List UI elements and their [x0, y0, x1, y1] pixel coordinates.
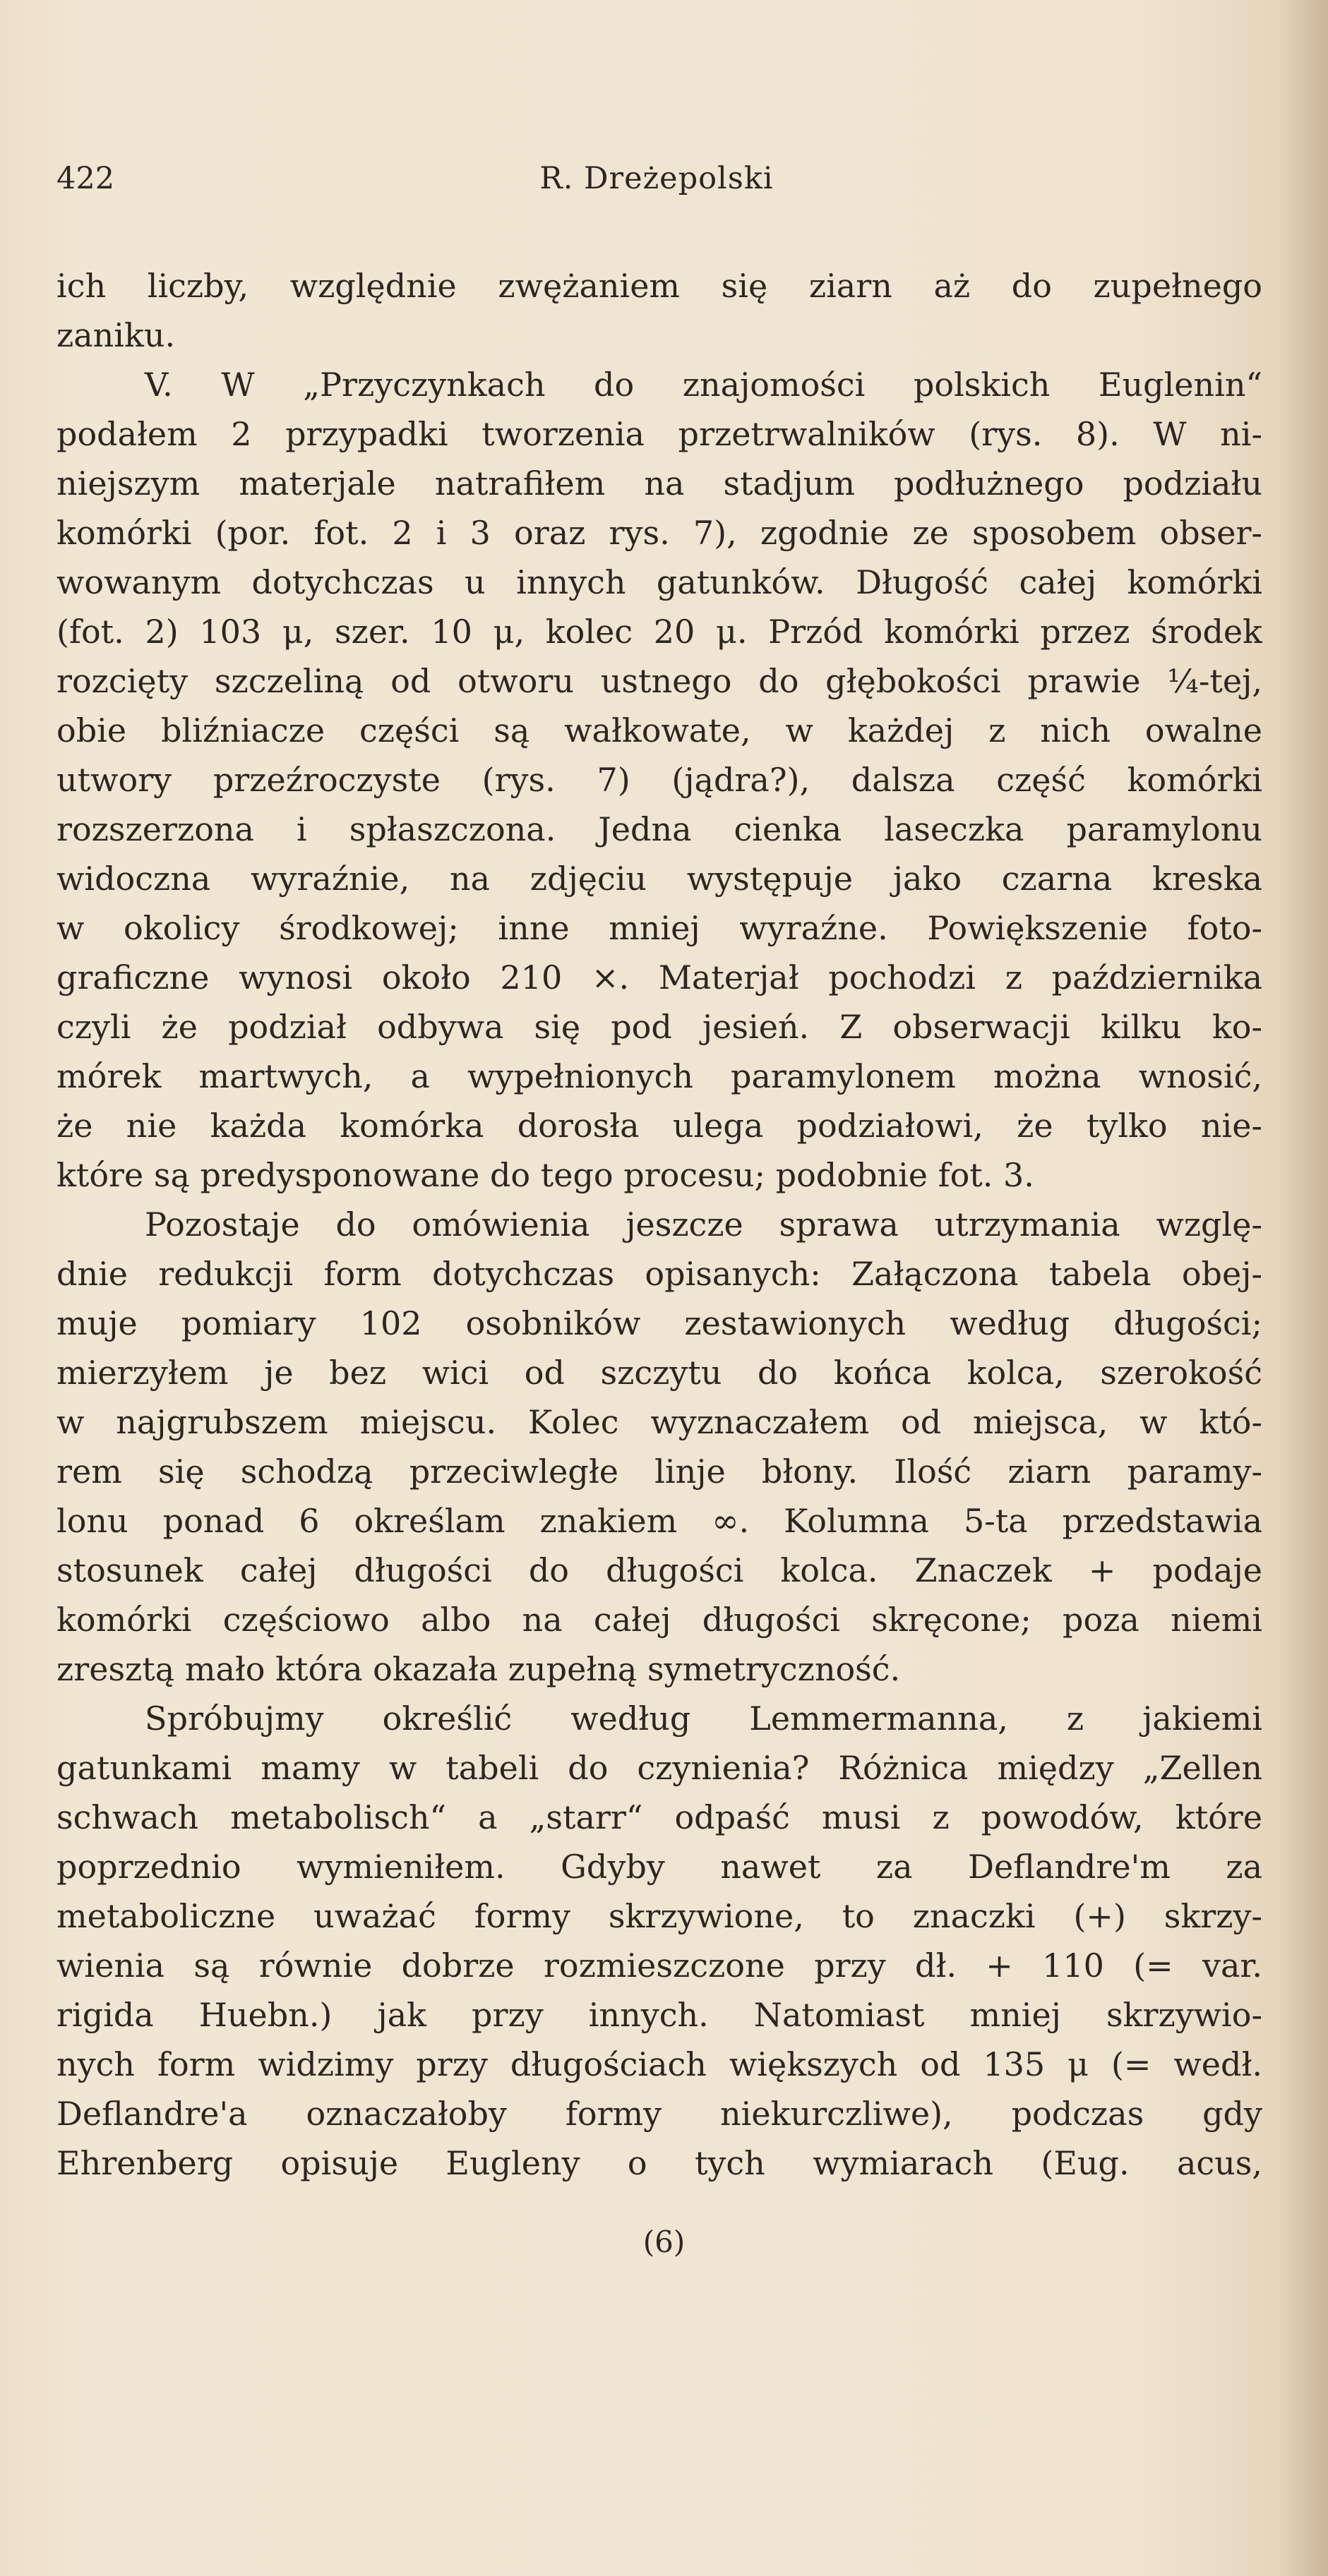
text-line: zaniku.	[56, 316, 176, 354]
text-line: schwach metabolisch“ a „starr“ odpaść musi z powodów, które	[56, 1798, 1262, 1836]
signature-mark: (6)	[642, 2225, 686, 2259]
text-line: komórki częściowo albo na całej długości skręcone; poza niemi	[56, 1601, 1262, 1639]
text-line: (fot. 2) 103 μ, szer. 10 μ, kolec 20 μ. Przód komórki przez środek	[56, 613, 1262, 651]
text-line: dnie redukcji form dotychczas opisanych: Załączona tabela obej-	[56, 1255, 1262, 1293]
body-text	[56, 261, 1262, 2188]
text-line: w okolicy środkowej; inne mniej wyraźne. Powiększenie foto-	[56, 909, 1262, 947]
text-line: wienia są równie dobrze rozmieszczone przy dł. + 110 (= var.	[56, 1946, 1262, 1985]
text-line: mórek martwych, a wypełnionych paramylonem można wnosić,	[56, 1057, 1262, 1095]
text-line: które są predysponowane do tego procesu; podobnie fot. 3.	[56, 1156, 1034, 1194]
text-line: widoczna wyraźnie, na zdjęciu występuje jako czarna kreska	[56, 860, 1262, 898]
page-edge-shadow	[1279, 0, 1328, 2576]
text-line: czyli że podział odbywa się pod jesień. Z obserwacji kilku ko-	[56, 1008, 1262, 1046]
text-line: graficzne wynosi około 210 ×. Materjał pochodzi z października	[56, 958, 1262, 997]
text-line: obie bliźniacze części są wałkowate, w każdej z nich owalne	[56, 711, 1262, 750]
text-line: niejszym materjale natrafiłem na stadjum podłużnego podziału	[56, 464, 1262, 502]
text-line: podałem 2 przypadki tworzenia przetrwalników (rys. 8). W ni-	[56, 415, 1262, 453]
text-line: utwory przeźroczyste (rys. 7) (jądra?), dalsza część komórki	[56, 761, 1262, 799]
text-line: Pozostaje do omówienia jeszcze sprawa utrzymania wzglę-	[145, 1205, 1262, 1244]
text-line: rigida Huebn.) jak przy innych. Natomiast mniej skrzywio-	[56, 1996, 1262, 2034]
text-line: zresztą mało która okazała zupełną symetryczność.	[56, 1650, 901, 1688]
running-head: R. Dreżepolski	[539, 161, 774, 196]
text-line: metaboliczne uważać formy skrzywione, to znaczki (+) skrzy-	[56, 1897, 1262, 1935]
text-line: stosunek całej długości do długości kolca. Znaczek + podaje	[56, 1551, 1262, 1589]
text-line: lonu ponad 6 określam znakiem ∞. Kolumna 5-ta przedstawia	[56, 1502, 1262, 1540]
text-line: Ehrenberg opisuje Eugleny o tych wymiarach (Eug. acus,	[56, 2144, 1262, 2182]
text-line: gatunkami mamy w tabeli do czynienia? Różnica między „Zellen	[56, 1749, 1262, 1787]
text-line: rem się schodzą przeciwległe linje błony. Ilość ziarn paramy-	[56, 1452, 1262, 1491]
page-header	[56, 161, 1257, 210]
text-line: rozcięty szczeliną od otworu ustnego do głębokości prawie ¼-tej,	[56, 662, 1262, 700]
text-line: rozszerzona i spłaszczona. Jedna cienka laseczka paramylonu	[56, 810, 1262, 848]
text-line: wowanym dotychczas u innych gatunków. Długość całej komórki	[56, 563, 1262, 601]
text-line: Deflandre'a oznaczałoby formy niekurczliwe), podczas gdy	[56, 2095, 1262, 2133]
text-line: nych form widzimy przy długościach większych od 135 μ (= wedł.	[56, 2045, 1262, 2083]
text-line: poprzednio wymieniłem. Gdyby nawet za Deflandre'm za	[56, 1848, 1262, 1886]
text-line: komórki (por. fot. 2 i 3 oraz rys. 7), zgodnie ze sposobem obser-	[56, 514, 1262, 552]
text-line: Spróbujmy określić według Lemmermanna, z jakiemi	[145, 1699, 1262, 1738]
text-line: że nie każda komórka dorosła ulega podziałowi, że tylko nie-	[56, 1107, 1262, 1145]
page-number: 422	[56, 161, 115, 196]
text-line: w najgrubszem miejscu. Kolec wyznaczałem od miejsca, w któ-	[56, 1403, 1262, 1441]
text-line: V. W „Przyczynkach do znajomości polskich Euglenin“	[145, 366, 1262, 404]
text-line: ich liczby, względnie zwężaniem się ziarn aż do zupełnego	[56, 267, 1262, 305]
text-line: muje pomiary 102 osobników zestawionych według długości;	[56, 1304, 1262, 1342]
text-line: mierzyłem je bez wici od szczytu do końca kolca, szerokość	[56, 1354, 1262, 1392]
